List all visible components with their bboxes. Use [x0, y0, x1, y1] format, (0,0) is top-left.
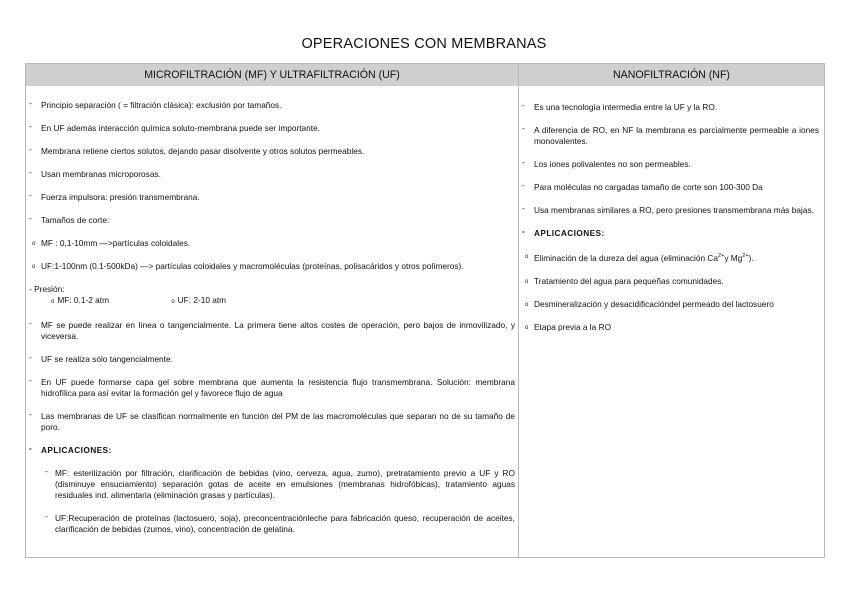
presion-uf: UF: 2-10 atm [177, 295, 227, 305]
list-item: o Desmineralización y desacidificacióndel permeado del lactosuero [522, 299, 819, 310]
list-item: - Usa membranas similares a RO, pero presiones transmembrana más bajas. [522, 205, 819, 216]
list-item: - Es una tecnología intermedia entre la UF y la RO. [522, 102, 819, 113]
list-item: - Las membranas de UF se clasifican normalmente en función del PM de las macromoléculas que separan no de su tamaño de poro. [29, 411, 515, 433]
page-title: OPERACIONES CON MEMBRANAS [301, 36, 547, 52]
list-item: - Tamaños de corte: [29, 215, 515, 226]
list-item: - En UF además interacción química soluto-membrana puede ser importante. [29, 123, 515, 134]
applications-label: - APLICACIONES: [29, 445, 515, 456]
column-divider [518, 64, 519, 557]
list-item: - A diferencia de RO, en NF la membrana es parcialmente permeable a iones monovalentes. [522, 125, 819, 147]
list-item: - Fuerza impulsora: presión transmembrana. [29, 192, 515, 203]
list-item: - UF se realiza sólo tangencialmente. [29, 354, 515, 365]
list-item: - UF:Recuperación de proteínas (lactosuero, soja), preconcentraciónleche para fabricación queso, recuperación de aceites, clarificación de bebidas (zumos, vino), concentración de gelatina. [45, 513, 515, 535]
comparison-table [25, 63, 825, 558]
header-mf-uf: MICROFILTRACIÓN (MF) Y ULTRAFILTRACIÓN (UF) [26, 64, 519, 86]
list-item: - Principio separación ( = filtración clásica): exclusión por tamaños. [29, 100, 515, 111]
list-item: o Tratamiento del agua para pequeñas comunidades. [522, 276, 819, 287]
list-item: - MF: esterilización por filtración, clarificación de bebidas (vino, cerveza, agua, zumo), pretratamiento previo a UF y RO (disminuye ensuciamiento) separación gotas de aceite en emulsiones (membranas hidrofóbicas), tratamiento aguas residuales ind. alimentaria (eliminación grasas y partículas). [45, 468, 515, 501]
nf-column [522, 102, 819, 345]
list-item: - En UF puede formarse capa gel sobre membrana que aumenta la resistencia flujo transmembrana. Solución: membrana hidrofílica para así evitar la formación gel y favorece flujo de agua [29, 377, 515, 399]
list-item: o Etapa previa a la RO [522, 322, 819, 333]
list-item: o Eliminación de la dureza del agua (eliminación $Ca^{2+}y$ $Mg^{2+}$). [522, 251, 819, 264]
list-item: - Usan membranas microporosas. [29, 169, 515, 180]
list-item: - Para moléculas no cargadas tamaño de corte son 100-300 Da [522, 182, 819, 193]
header-nf: NANOFILTRACIÓN (NF) [519, 64, 824, 86]
presion-mf: MF: 0.1-2 atm [57, 295, 109, 305]
mf-uf-column [29, 100, 515, 547]
list-item: - Membrana retiene ciertos solutos, dejando pasar disolvente y otros solutos permeables. [29, 146, 515, 157]
list-item: - Los iones polivalentes no son permeables. [522, 159, 819, 170]
list-item: o UF:1-100nm (0.1-500kDa) —> partículas coloidales y macromoléculas (proteínas, polisacáridos y otros polímeros). [29, 261, 515, 272]
list-item: - MF se puede realizar en línea o tangencialmente. La primera tiene altos costes de operación, pero bajos de inmovilizado, y viceversa. [29, 320, 515, 342]
presion-label: - Presión: [29, 284, 65, 294]
applications-label: - APLICACIONES: [522, 228, 819, 239]
presion-block: - Presión: o MF: 0.1-2 atm o UF: 2-10 atm [29, 284, 515, 308]
list-item: o MF : 0,1-10mm —>partículas coloidales. [29, 238, 515, 249]
